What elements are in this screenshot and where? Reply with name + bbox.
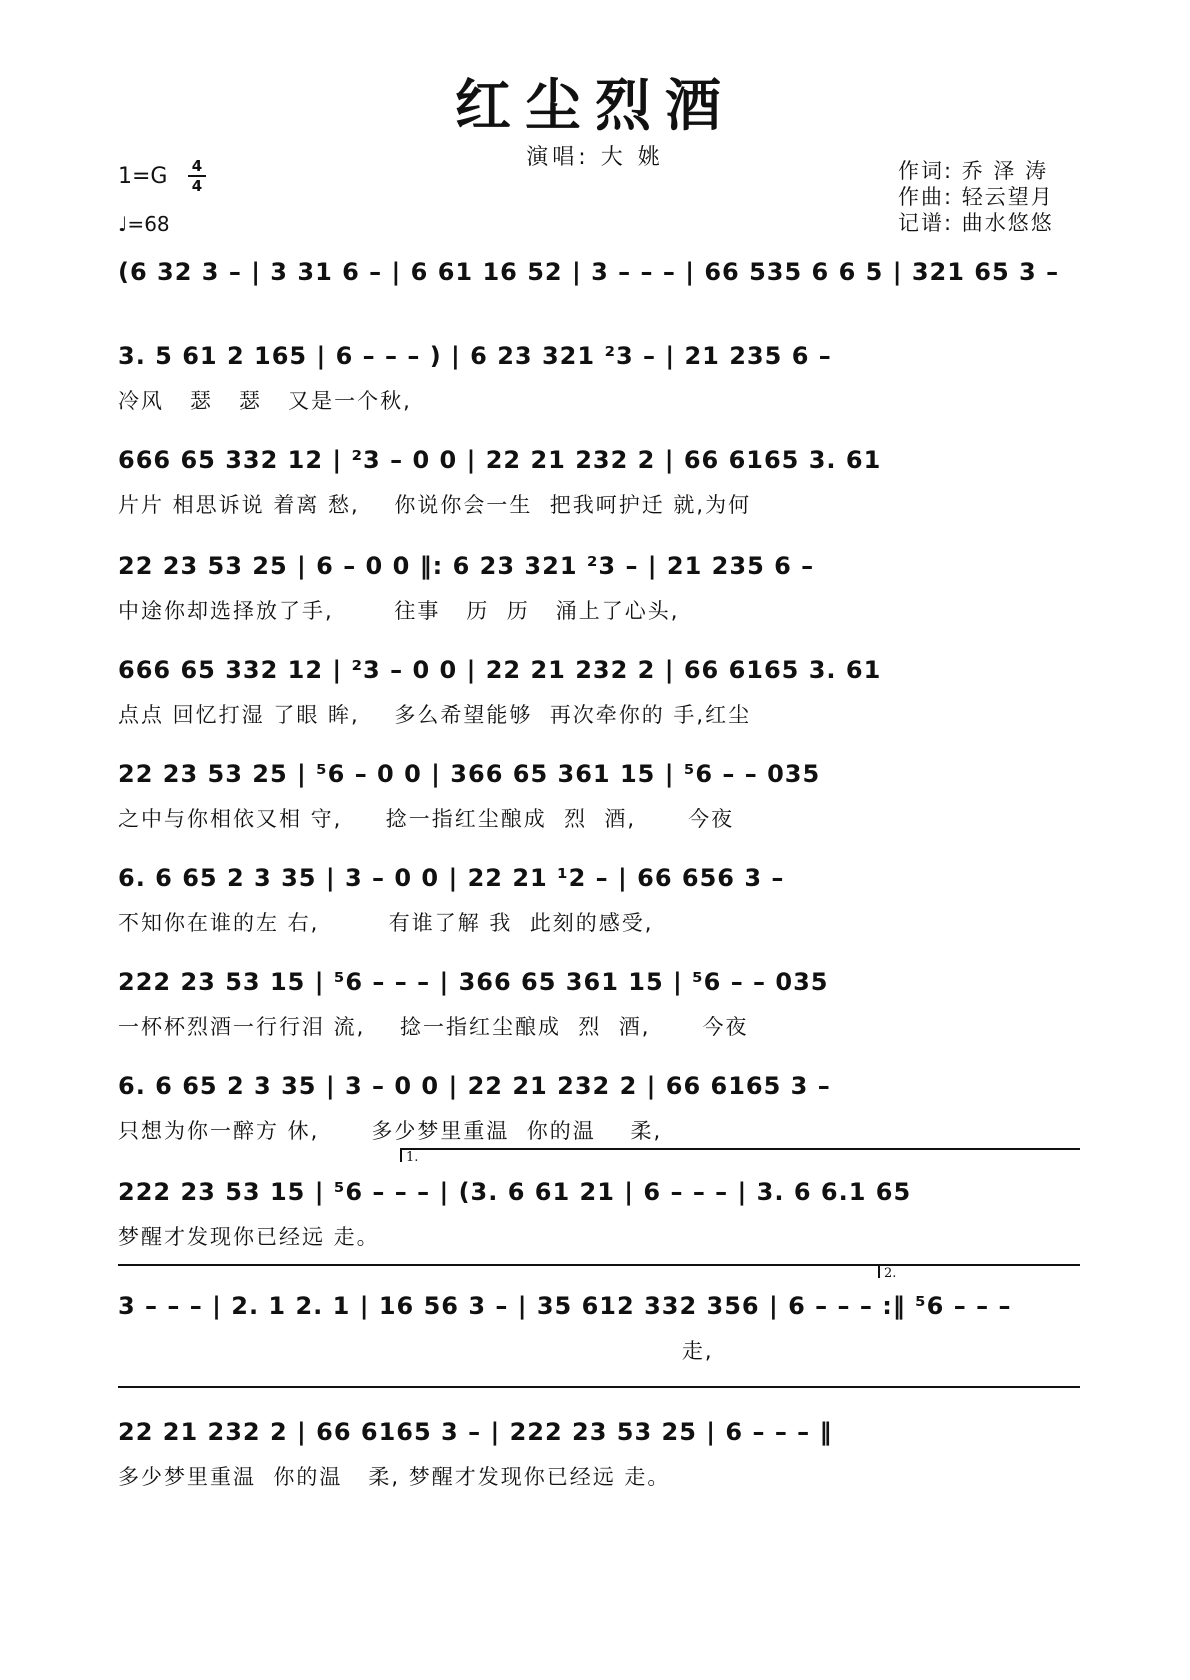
score-row-12 [118, 1412, 1080, 1508]
coda-divider [118, 1386, 1080, 1388]
notation-line: 222 23 53 15 | ⁵6 – – – | 366 65 361 15 | ⁵6 – – 035 [118, 968, 829, 996]
score-row-11 [118, 1286, 1080, 1382]
score-row-10 [118, 1172, 1080, 1268]
notation-line: 6. 6 65 2 3 35 | 3 – 0 0 | 22 21 ¹2 – | 66 656 3 – [118, 864, 785, 892]
lyric-line: 一杯杯烈酒一行行泪 流, 捻一指红尘酿成 烈 酒, 今夜 [118, 1015, 749, 1039]
notation-line: 22 23 53 25 | ⁵6 – 0 0 | 366 65 361 15 | ⁵6 – – 035 [118, 760, 821, 788]
lyric-line: 片片 相思诉说 着离 愁, 你说你会一生 把我呵护迁 就,为何 [118, 493, 752, 517]
score-row-2 [118, 336, 1080, 432]
first-ending-label: 1. [406, 1150, 419, 1165]
time-signature [188, 158, 206, 194]
lyric-line [118, 302, 1080, 332]
notation-line: 6. 6 65 2 3 35 | 3 – 0 0 | 22 21 232 2 | 66 6165 3 – [118, 1072, 831, 1100]
notation-line: 3. 5 61 2 165 | 6 – – – ) | 6 23 321 ²3 – | 21 235 6 – [118, 342, 832, 370]
lyric-line: 梦醒才发现你已经远 走。 [118, 1225, 380, 1249]
song-title: 红尘烈酒 [455, 73, 735, 139]
score-row-5 [118, 650, 1080, 746]
lyric-line: 走, [118, 1339, 714, 1363]
ending-divider [118, 1264, 1080, 1266]
notation-line: 22 23 53 25 | 6 – 0 0 ‖: 6 23 321 ²3 – | 21 235 6 – [118, 552, 815, 580]
lyric-line: 之中与你相依又相 守, 捻一指红尘酿成 烈 酒, 今夜 [118, 807, 735, 831]
notation-line: 3 – – – | 2. 1 2. 1 | 16 56 3 – | 35 612 332 356 | 6 – – – :‖ ⁵6 – – – [118, 1292, 1012, 1320]
lyric-line: 多少梦里重温 你的温 柔, 梦醒才发现你已经远 走。 [118, 1465, 671, 1489]
credits-block [898, 158, 1054, 236]
score-row-6 [118, 754, 1080, 850]
first-ending-bracket [400, 1148, 1080, 1150]
score-row-7 [118, 858, 1080, 954]
lyric-line: 点点 回忆打湿 了眼 眸, 多么希望能够 再次牵你的 手,红尘 [118, 703, 752, 727]
lyric-line: 不知你在谁的左 右, 有谁了解 我 此刻的感受, [118, 911, 654, 935]
score-row-8 [118, 962, 1080, 1058]
lyric-line: 中途你却选择放了手, 往事 历 历 涌上了心头, [118, 599, 680, 623]
lyric-line: 只想为你一醉方 休, 多少梦里重温 你的温 柔, [118, 1119, 663, 1143]
transcriber-credit: 记谱: 曲水悠悠 [898, 211, 1054, 235]
lyric-line: 冷风 瑟 瑟 又是一个秋, [118, 389, 412, 413]
second-ending-bracket-tick [878, 1264, 880, 1278]
score-row-4 [118, 546, 1080, 642]
composer-credit: 作曲: 轻云望月 [898, 185, 1054, 209]
notation-line: 222 23 53 15 | ⁵6 – – – | (3. 6 61 21 | 6 – – – | 3. 6 6.1 65 [118, 1178, 912, 1206]
key-signature: 1=G [118, 164, 168, 189]
notation-line: 22 21 232 2 | 66 6165 3 – | 222 23 53 25 | 6 – – – ‖ [118, 1418, 833, 1446]
singer-line: 演唱: 大 姚 [526, 145, 664, 170]
score-row-3 [118, 440, 1080, 536]
time-signature-bottom: 4 [191, 177, 203, 195]
first-ending-bracket-tick [400, 1148, 402, 1162]
time-signature-top: 4 [191, 157, 203, 175]
second-ending-label: 2. [884, 1266, 897, 1281]
score-row-1 [118, 252, 1080, 348]
notation-line: (6 32 3 – | 3 31 6 – | 6 61 16 52 | 3 – – – | 66 535 6 6 5 | 321 65 3 – [118, 258, 1060, 286]
notation-line: 666 65 332 12 | ²3 – 0 0 | 22 21 232 2 | 66 6165 3. 61 [118, 446, 882, 474]
lyricist-credit: 作词: 乔 泽 涛 [898, 159, 1049, 183]
notation-line: 666 65 332 12 | ²3 – 0 0 | 22 21 232 2 | 66 6165 3. 61 [118, 656, 882, 684]
tempo-marking: ♩=68 [118, 212, 170, 236]
